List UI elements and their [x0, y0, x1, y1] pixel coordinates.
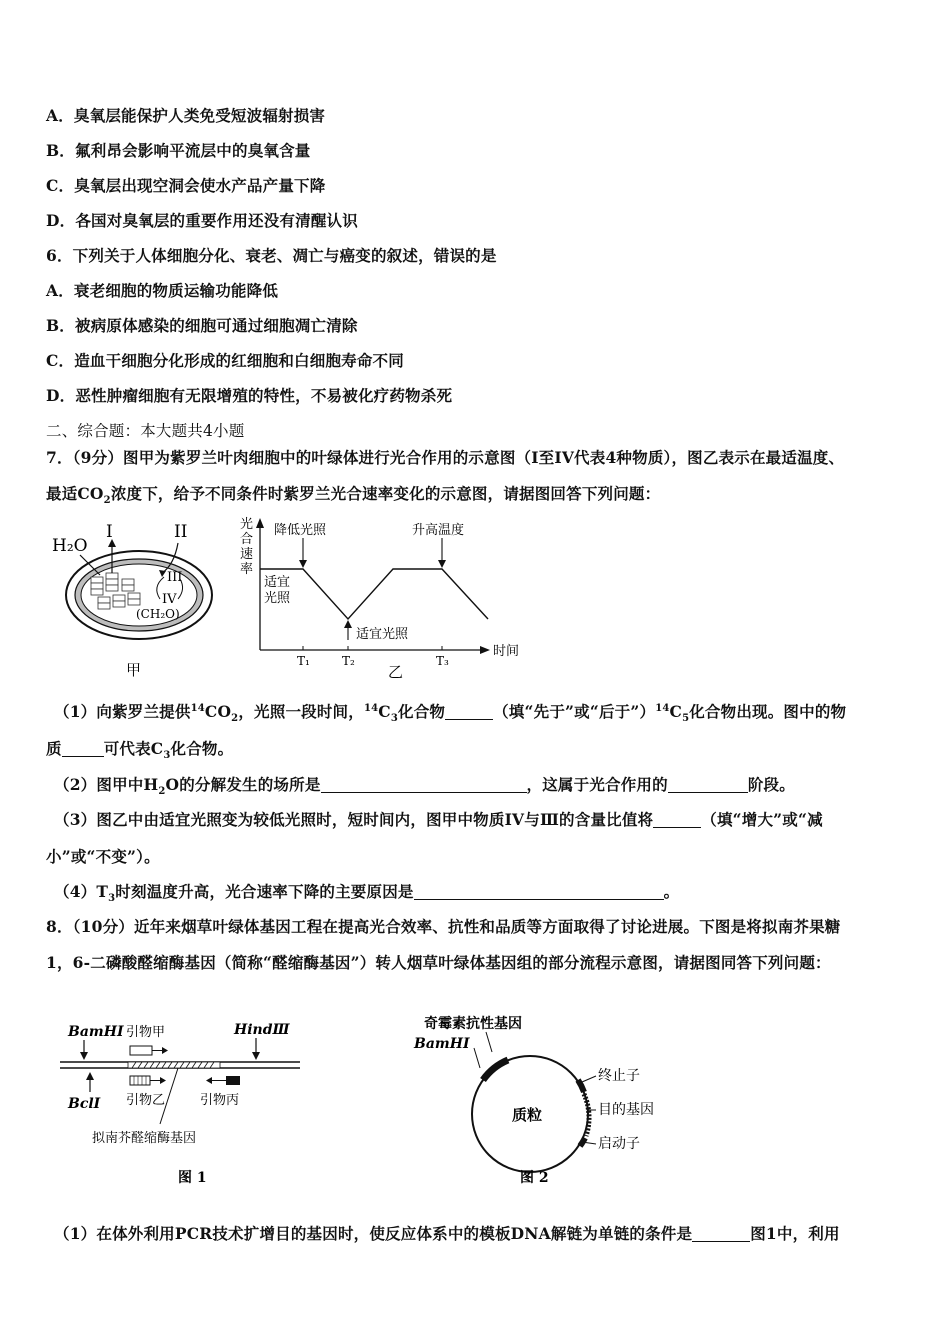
q7-part-1-cont: 质 可代表$C_3$化合物。	[46, 739, 234, 762]
bcli-label: BclⅠ	[68, 1096, 101, 1112]
y-axis-label	[240, 516, 253, 577]
option-d: D．各国对臭氧层的重要作用还没有清醒认识	[46, 211, 358, 230]
q7-part-4: $(4)T_3$时刻温度升高，光合速率下降的主要原因是 。	[54, 882, 680, 905]
label-suitable-light-2: 光照	[264, 591, 291, 606]
option-a: A．臭氧层能保护人类免受短波辐射损害	[46, 106, 326, 125]
answer-blank[interactable]	[668, 777, 748, 794]
caption-fig1: 图 1	[178, 1170, 207, 1186]
label-raise-temp: 升高温度	[412, 523, 465, 538]
primer-a-label: 引物甲	[126, 1025, 166, 1040]
primer-a	[130, 1046, 152, 1055]
label-reduce-light: 降低光照	[274, 523, 327, 538]
section-heading: 二、综合题：本大题共4小题	[46, 422, 245, 440]
q6-option-d: D．恶性肿瘤细胞有无限增殖的特性，不易被化疗药物杀死	[46, 386, 453, 405]
figure-jia-chloroplast	[46, 515, 226, 685]
svg-text:合: 合	[240, 532, 254, 547]
label-suitable-light-up: 适宜光照	[356, 627, 409, 642]
resistance-gene-segment	[483, 1060, 508, 1080]
q6-option-c: C．造血干细胞分化形成的红细胞和白细胞寿命不同	[46, 351, 404, 370]
label-suitable-light-1: 适宜	[264, 575, 291, 590]
figure-1-primers	[60, 1012, 310, 1192]
plasmid-label: 质粒	[512, 1106, 543, 1124]
primer-c-label: 引物丙	[200, 1093, 240, 1108]
label-II: II	[174, 522, 188, 542]
hindiii-label: HindⅢ	[234, 1022, 290, 1038]
tick-t2: T₂	[342, 654, 355, 668]
caption-yi: 乙	[388, 663, 404, 681]
resistance-label: 奇霉素抗性基因	[424, 1016, 522, 1032]
primer-b	[130, 1076, 150, 1085]
terminator-label: 终止子	[598, 1068, 640, 1084]
answer-blank[interactable]	[653, 812, 701, 829]
question-7-stem-cont: 最适$CO_2$浓度下，给予不同条件时紫罗兰光合速率变化的示意图，请据图回答下列问题：	[46, 484, 661, 507]
figure-yi-rate-chart	[236, 512, 536, 684]
caption-fig2: 图 2	[520, 1170, 549, 1186]
gene-label: 拟南芥醛缩酶基因	[92, 1131, 197, 1146]
answer-blank[interactable]	[321, 777, 527, 794]
svg-text:光: 光	[240, 517, 254, 532]
caption-jia: 甲	[126, 661, 142, 679]
x-axis-label: 时间	[493, 644, 520, 659]
label-IV: IV	[162, 592, 177, 607]
q7-part-1: （1）向紫罗兰提供$^{14}CO_2$，光照一段时间，$^{14}C_3$化合物 （填“先于”或“后于$”)^{14}C_5$化合物出现。图中的物	[54, 702, 847, 725]
question-8-stem-cont: 1，6-二磷酸醛缩酶基因（简称“醛缩酶基因”）转人烟草叶绿体基因组的部分流程示意图，请据图同答下列问题：	[46, 953, 831, 972]
primer-c	[226, 1076, 240, 1085]
tick-t1: T₁	[297, 654, 310, 668]
q7-part-2: （2）图甲中$H_2O$的分解发生的场所是 ，这属于光合作用的 阶段。	[54, 775, 795, 798]
tick-t3: T₃	[436, 654, 449, 668]
target-gene-label: 目的基因	[598, 1102, 654, 1118]
svg-text:速: 速	[240, 547, 254, 562]
bamhi-label-2: BamHⅠ	[414, 1036, 470, 1052]
q6-option-a: A．衰老细胞的物质运输功能降低	[46, 281, 279, 300]
answer-blank[interactable]	[62, 741, 104, 758]
promoter-label: 启动子	[598, 1136, 640, 1152]
q7-part-3-cont: 小”或“不变”）。	[46, 847, 160, 866]
answer-blank[interactable]	[692, 1226, 750, 1243]
h2o-label: H₂O	[52, 536, 88, 556]
question-7-stem: 7．（9分）图甲为紫罗兰叶肉细胞中的叶绿体进行光合作用的示意图（I至IV代表4种物质），图乙表示在最适温度、	[46, 448, 845, 467]
figure-2-plasmid	[410, 1010, 680, 1190]
rate-curve	[260, 569, 488, 619]
ch2o-label: (CH₂O)	[136, 607, 180, 621]
bamhi-label: BamHⅠ	[68, 1024, 124, 1040]
option-c: C．臭氧层出现空洞会使水产品产量下降	[46, 176, 326, 195]
primer-b-label: 引物乙	[126, 1093, 166, 1108]
label-III: III	[167, 570, 183, 585]
q6-option-b: B．被病原体感染的细胞可通过细胞凋亡清除	[46, 316, 358, 335]
question-6-stem: 6．下列关于人体细胞分化、衰老、凋亡与癌变的叙述，错误的是	[46, 246, 497, 265]
label-I: I	[106, 522, 113, 542]
q8-part-1: （1）在体外利用PCR技术扩增目的基因时，使反应体系中的模板DNA解链为单链的条件是 图1中，利用	[54, 1224, 840, 1243]
answer-blank[interactable]	[445, 704, 493, 721]
question-8-stem: 8．（10分）近年来烟草叶绿体基因工程在提高光合效率、抗性和品质等方面取得了讨论进展。下图是将拟南芥果糖	[46, 917, 841, 936]
answer-blank[interactable]	[414, 884, 664, 901]
svg-text:率: 率	[240, 562, 254, 577]
option-b: B．氟利昂会影响平流层中的臭氧含量	[46, 141, 311, 160]
q7-part-3: （3）图乙中由适宜光照变为较低光照时，短时间内，图甲中物质IV与Ⅲ的含量比值将 （填“增大”或“减	[54, 810, 823, 829]
